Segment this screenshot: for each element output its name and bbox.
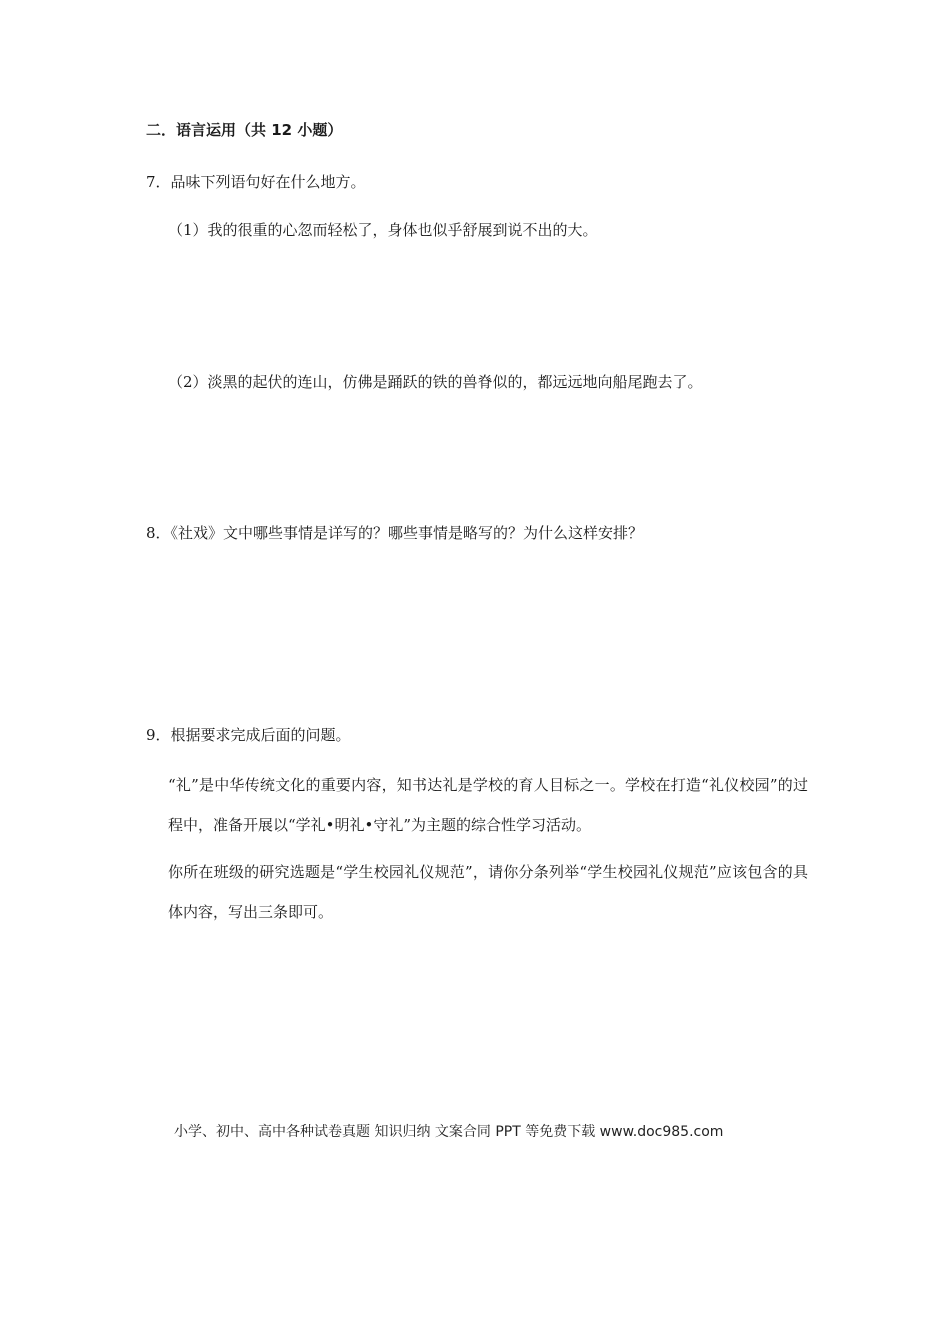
question-9-stem: 9．根据要求完成后面的问题。 — [146, 726, 351, 744]
footer-text: 小学、初中、高中各种试卷真题 知识归纳 文案合同 PPT 等免费下载 www.doc985.com — [174, 1124, 724, 1140]
question-9-paragraph-1: “礼”是中华传统文化的重要内容，知书达礼是学校的育人目标之一。学校在打造“礼仪校园”的过程中，准备开展以“学礼•明礼•守礼”为主题的综合性学习活动。 — [168, 776, 808, 834]
question-7-sub-1: （1）我的很重的心忽而轻松了，身体也似乎舒展到说不出的大。 — [168, 221, 598, 239]
question-8-stem: 8．《社戏》文中哪些事情是详写的？哪些事情是略写的？为什么这样安排？ — [146, 524, 644, 542]
section-title: 二．语言运用（共 12 小题） — [146, 121, 343, 139]
question-9-paragraph-2: 你所在班级的研究选题是“学生校园礼仪规范”，请你分条列举“学生校园礼仪规范”应该包含的具体内容，写出三条即可。 — [168, 863, 808, 921]
question-7-sub-2: （2）淡黑的起伏的连山，仿佛是踊跃的铁的兽脊似的，都远远地向船尾跑去了。 — [168, 373, 703, 391]
question-7-stem: 7．品味下列语句好在什么地方。 — [146, 173, 366, 191]
